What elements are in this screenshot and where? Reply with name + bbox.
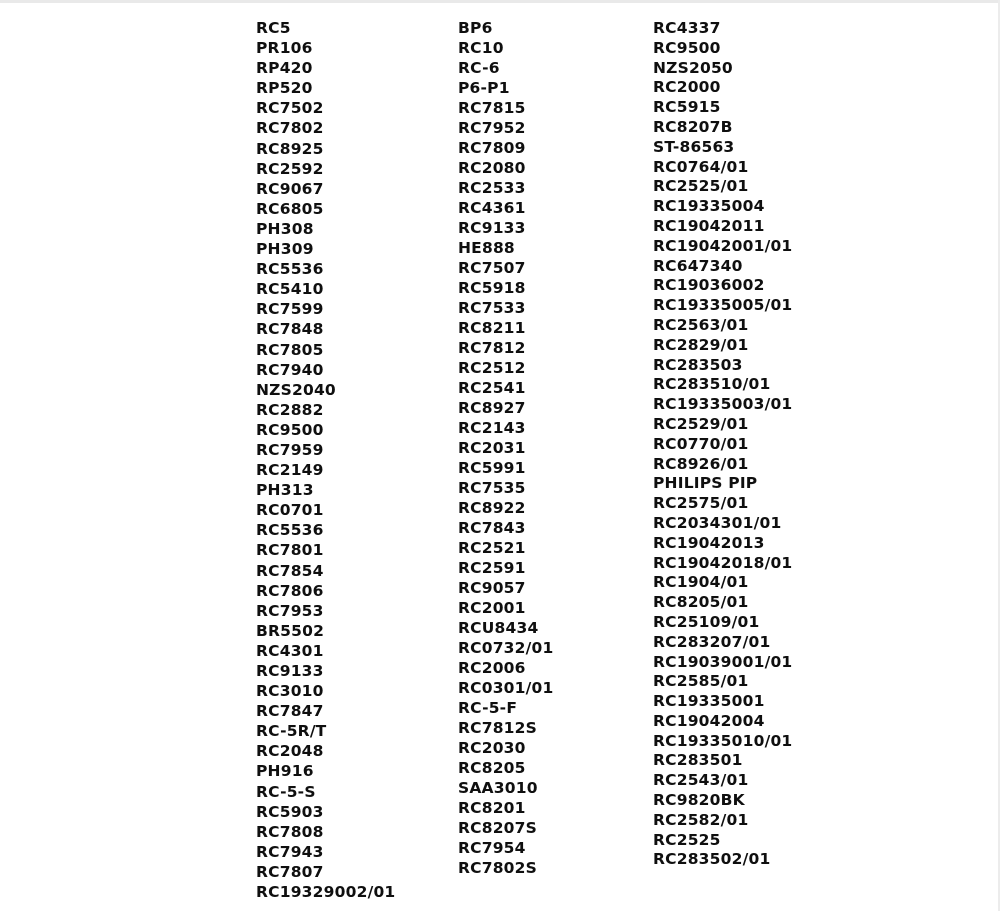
remote-model-code: RC8201 — [458, 799, 526, 817]
remote-model-code: RC8926/01 — [653, 454, 749, 473]
remote-model-code: RC5410 — [256, 280, 324, 299]
remote-model-code: RC3010 — [256, 682, 324, 701]
remote-model-code: RP420 — [256, 59, 313, 78]
remote-model-code: RC8925 — [256, 139, 324, 158]
remote-model-code: RC283501 — [653, 751, 743, 770]
remote-model-code: RC2533 — [458, 179, 526, 197]
remote-model-code: PH308 — [256, 219, 314, 238]
remote-model-code: HE888 — [458, 239, 515, 257]
remote-model-code: RC-6 — [458, 59, 500, 77]
remote-model-code: RC-5R/T — [256, 722, 327, 741]
remote-model-code: RC7801 — [256, 541, 324, 560]
remote-model-code: RC2525/01 — [653, 177, 749, 196]
remote-model-code: RC7535 — [458, 479, 526, 497]
remote-model-code: RC7815 — [458, 99, 526, 117]
remote-model-code: RC19335003/01 — [653, 395, 793, 414]
remote-model-code: RC8205 — [458, 759, 526, 777]
remote-model-code: RC19039001/01 — [653, 652, 793, 671]
remote-model-code: RC7952 — [458, 119, 526, 137]
remote-model-code: RC7599 — [256, 300, 324, 319]
top-border — [0, 0, 1000, 3]
remote-model-code: PH313 — [256, 481, 314, 500]
remote-model-code: RC647340 — [653, 256, 743, 275]
remote-model-code: SAA3010 — [458, 779, 538, 797]
remote-model-code: RC8922 — [458, 499, 526, 517]
remote-model-code: RC0701 — [256, 501, 324, 520]
remote-model-code: RC283502/01 — [653, 850, 771, 869]
remote-model-code: RC19335004 — [653, 197, 765, 216]
remote-model-code: RC7507 — [458, 259, 526, 277]
remote-model-code: RC2030 — [458, 739, 526, 757]
remote-model-code: RC19042018/01 — [653, 553, 793, 572]
remote-model-code: RC19329002/01 — [256, 883, 396, 902]
remote-model-code: RC7805 — [256, 340, 324, 359]
remote-model-code: RP520 — [256, 79, 313, 98]
remote-model-code: RC7943 — [256, 842, 324, 861]
remote-model-code: RC2829/01 — [653, 335, 749, 354]
remote-model-code: BP6 — [458, 19, 493, 37]
remote-model-code: RC283510/01 — [653, 375, 771, 394]
remote-model-code: RC19335005/01 — [653, 296, 793, 315]
remote-model-code: RC2591 — [458, 559, 526, 577]
remote-model-code: RC19042001/01 — [653, 236, 793, 255]
remote-model-code: PH309 — [256, 240, 314, 259]
remote-model-code: RC2080 — [458, 159, 526, 177]
remote-model-code: RC2149 — [256, 461, 324, 480]
remote-model-code: RC2031 — [458, 439, 526, 457]
remote-model-code: RC7854 — [256, 561, 324, 580]
remote-model-code: RC9500 — [256, 420, 324, 439]
remote-model-code: RC2592 — [256, 159, 324, 178]
remote-model-code: RC4301 — [256, 641, 324, 660]
remote-model-code: PR106 — [256, 39, 313, 58]
remote-model-code: RC2541 — [458, 379, 526, 397]
remote-model-code: RC9820BK — [653, 791, 745, 810]
remote-model-code: RC9133 — [458, 219, 526, 237]
remote-model-code: RC19042011 — [653, 216, 765, 235]
remote-model-code: RC2563/01 — [653, 315, 749, 334]
remote-model-code: RC5915 — [653, 98, 721, 117]
remote-model-code: RC7940 — [256, 360, 324, 379]
remote-model-code: RC1904/01 — [653, 573, 749, 592]
remote-model-code: RC0764/01 — [653, 157, 749, 176]
remote-model-code: RC7806 — [256, 581, 324, 600]
remote-model-code: RC10 — [458, 39, 504, 57]
code-column-3 — [653, 18, 792, 869]
remote-model-code: RC5991 — [458, 459, 526, 477]
remote-model-code: RC2006 — [458, 659, 526, 677]
remote-model-code: RC7802S — [458, 859, 538, 877]
remote-model-code: RC2034301/01 — [653, 513, 782, 532]
remote-model-code: RC2143 — [458, 419, 526, 437]
remote-model-code: RC19335010/01 — [653, 731, 793, 750]
remote-model-code: RC5903 — [256, 802, 324, 821]
remote-model-code: RC5 — [256, 19, 291, 37]
remote-model-code: RC9067 — [256, 179, 324, 198]
remote-model-code: RC7502 — [256, 99, 324, 118]
remote-model-code: RC8207S — [458, 819, 538, 837]
remote-model-code: RC2525 — [653, 830, 721, 849]
remote-model-code: RCU8434 — [458, 619, 539, 637]
remote-model-code: RC2001 — [458, 599, 526, 617]
remote-model-code: RC19036002 — [653, 276, 765, 295]
remote-model-code: NZS2040 — [256, 380, 336, 399]
remote-model-code: RC2512 — [458, 359, 526, 377]
remote-model-code: NZS2050 — [653, 58, 733, 77]
remote-model-code: RC283503 — [653, 355, 743, 374]
remote-model-code: RC7953 — [256, 601, 324, 620]
remote-model-code: RC2529/01 — [653, 414, 749, 433]
remote-model-code: RC19042013 — [653, 533, 765, 552]
remote-model-code: RC-5-S — [256, 782, 316, 801]
remote-model-code: RC5918 — [458, 279, 526, 297]
remote-model-code: RC7959 — [256, 440, 324, 459]
remote-model-code: RC2585/01 — [653, 672, 749, 691]
remote-model-code: RC2048 — [256, 742, 324, 761]
remote-model-code: PH916 — [256, 762, 314, 781]
remote-model-code: RC2575/01 — [653, 494, 749, 513]
remote-model-code: RC4337 — [653, 19, 721, 37]
remote-model-code: RC7802 — [256, 119, 324, 138]
remote-model-code: RC8927 — [458, 399, 526, 417]
remote-model-code: RC2543/01 — [653, 771, 749, 790]
remote-model-code: RC-5-F — [458, 699, 518, 717]
remote-model-code: RC19042004 — [653, 711, 765, 730]
remote-model-code: RC2882 — [256, 400, 324, 419]
remote-model-code: P6-P1 — [458, 79, 510, 97]
remote-model-code: RC283207/01 — [653, 632, 771, 651]
remote-model-code: ST-86563 — [653, 137, 735, 156]
remote-model-code: RC7812S — [458, 719, 538, 737]
remote-model-code: RC8211 — [458, 319, 526, 337]
remote-model-code: RC7812 — [458, 339, 526, 357]
remote-model-code: RC7847 — [256, 702, 324, 721]
remote-model-code: RC5536 — [256, 521, 324, 540]
remote-model-code: RC7809 — [458, 139, 526, 157]
remote-model-code: RC0732/01 — [458, 639, 554, 657]
remote-model-code: RC9133 — [256, 662, 324, 680]
remote-model-code: RC2000 — [653, 78, 721, 97]
remote-model-code: RC7954 — [458, 839, 526, 857]
remote-model-code: RC5536 — [256, 260, 324, 279]
remote-model-code: RC9500 — [653, 38, 721, 57]
remote-model-code: RC7807 — [256, 862, 324, 881]
remote-model-code: RC8207B — [653, 117, 733, 136]
remote-model-code: RC2521 — [458, 539, 526, 557]
remote-model-code: RC7843 — [458, 519, 526, 537]
code-column-2 — [458, 18, 553, 878]
remote-model-code: RC8205/01 — [653, 593, 749, 612]
code-column-1 — [256, 18, 395, 902]
remote-model-code: RC0301/01 — [458, 679, 554, 697]
remote-model-code: RC0770/01 — [653, 434, 749, 453]
remote-model-code: RC4361 — [458, 199, 526, 217]
remote-model-code: RC7533 — [458, 299, 526, 317]
remote-model-code: RC2582/01 — [653, 810, 749, 829]
remote-model-code: RC9057 — [458, 579, 526, 597]
remote-model-code: RC7808 — [256, 822, 324, 841]
remote-model-code: BR5502 — [256, 621, 325, 640]
remote-model-code: PHILIPS PIP — [653, 474, 758, 493]
remote-model-code: RC19335001 — [653, 692, 765, 711]
remote-model-code: RC25109/01 — [653, 612, 760, 631]
remote-model-code: RC7848 — [256, 320, 324, 339]
remote-model-code: RC6805 — [256, 199, 324, 218]
